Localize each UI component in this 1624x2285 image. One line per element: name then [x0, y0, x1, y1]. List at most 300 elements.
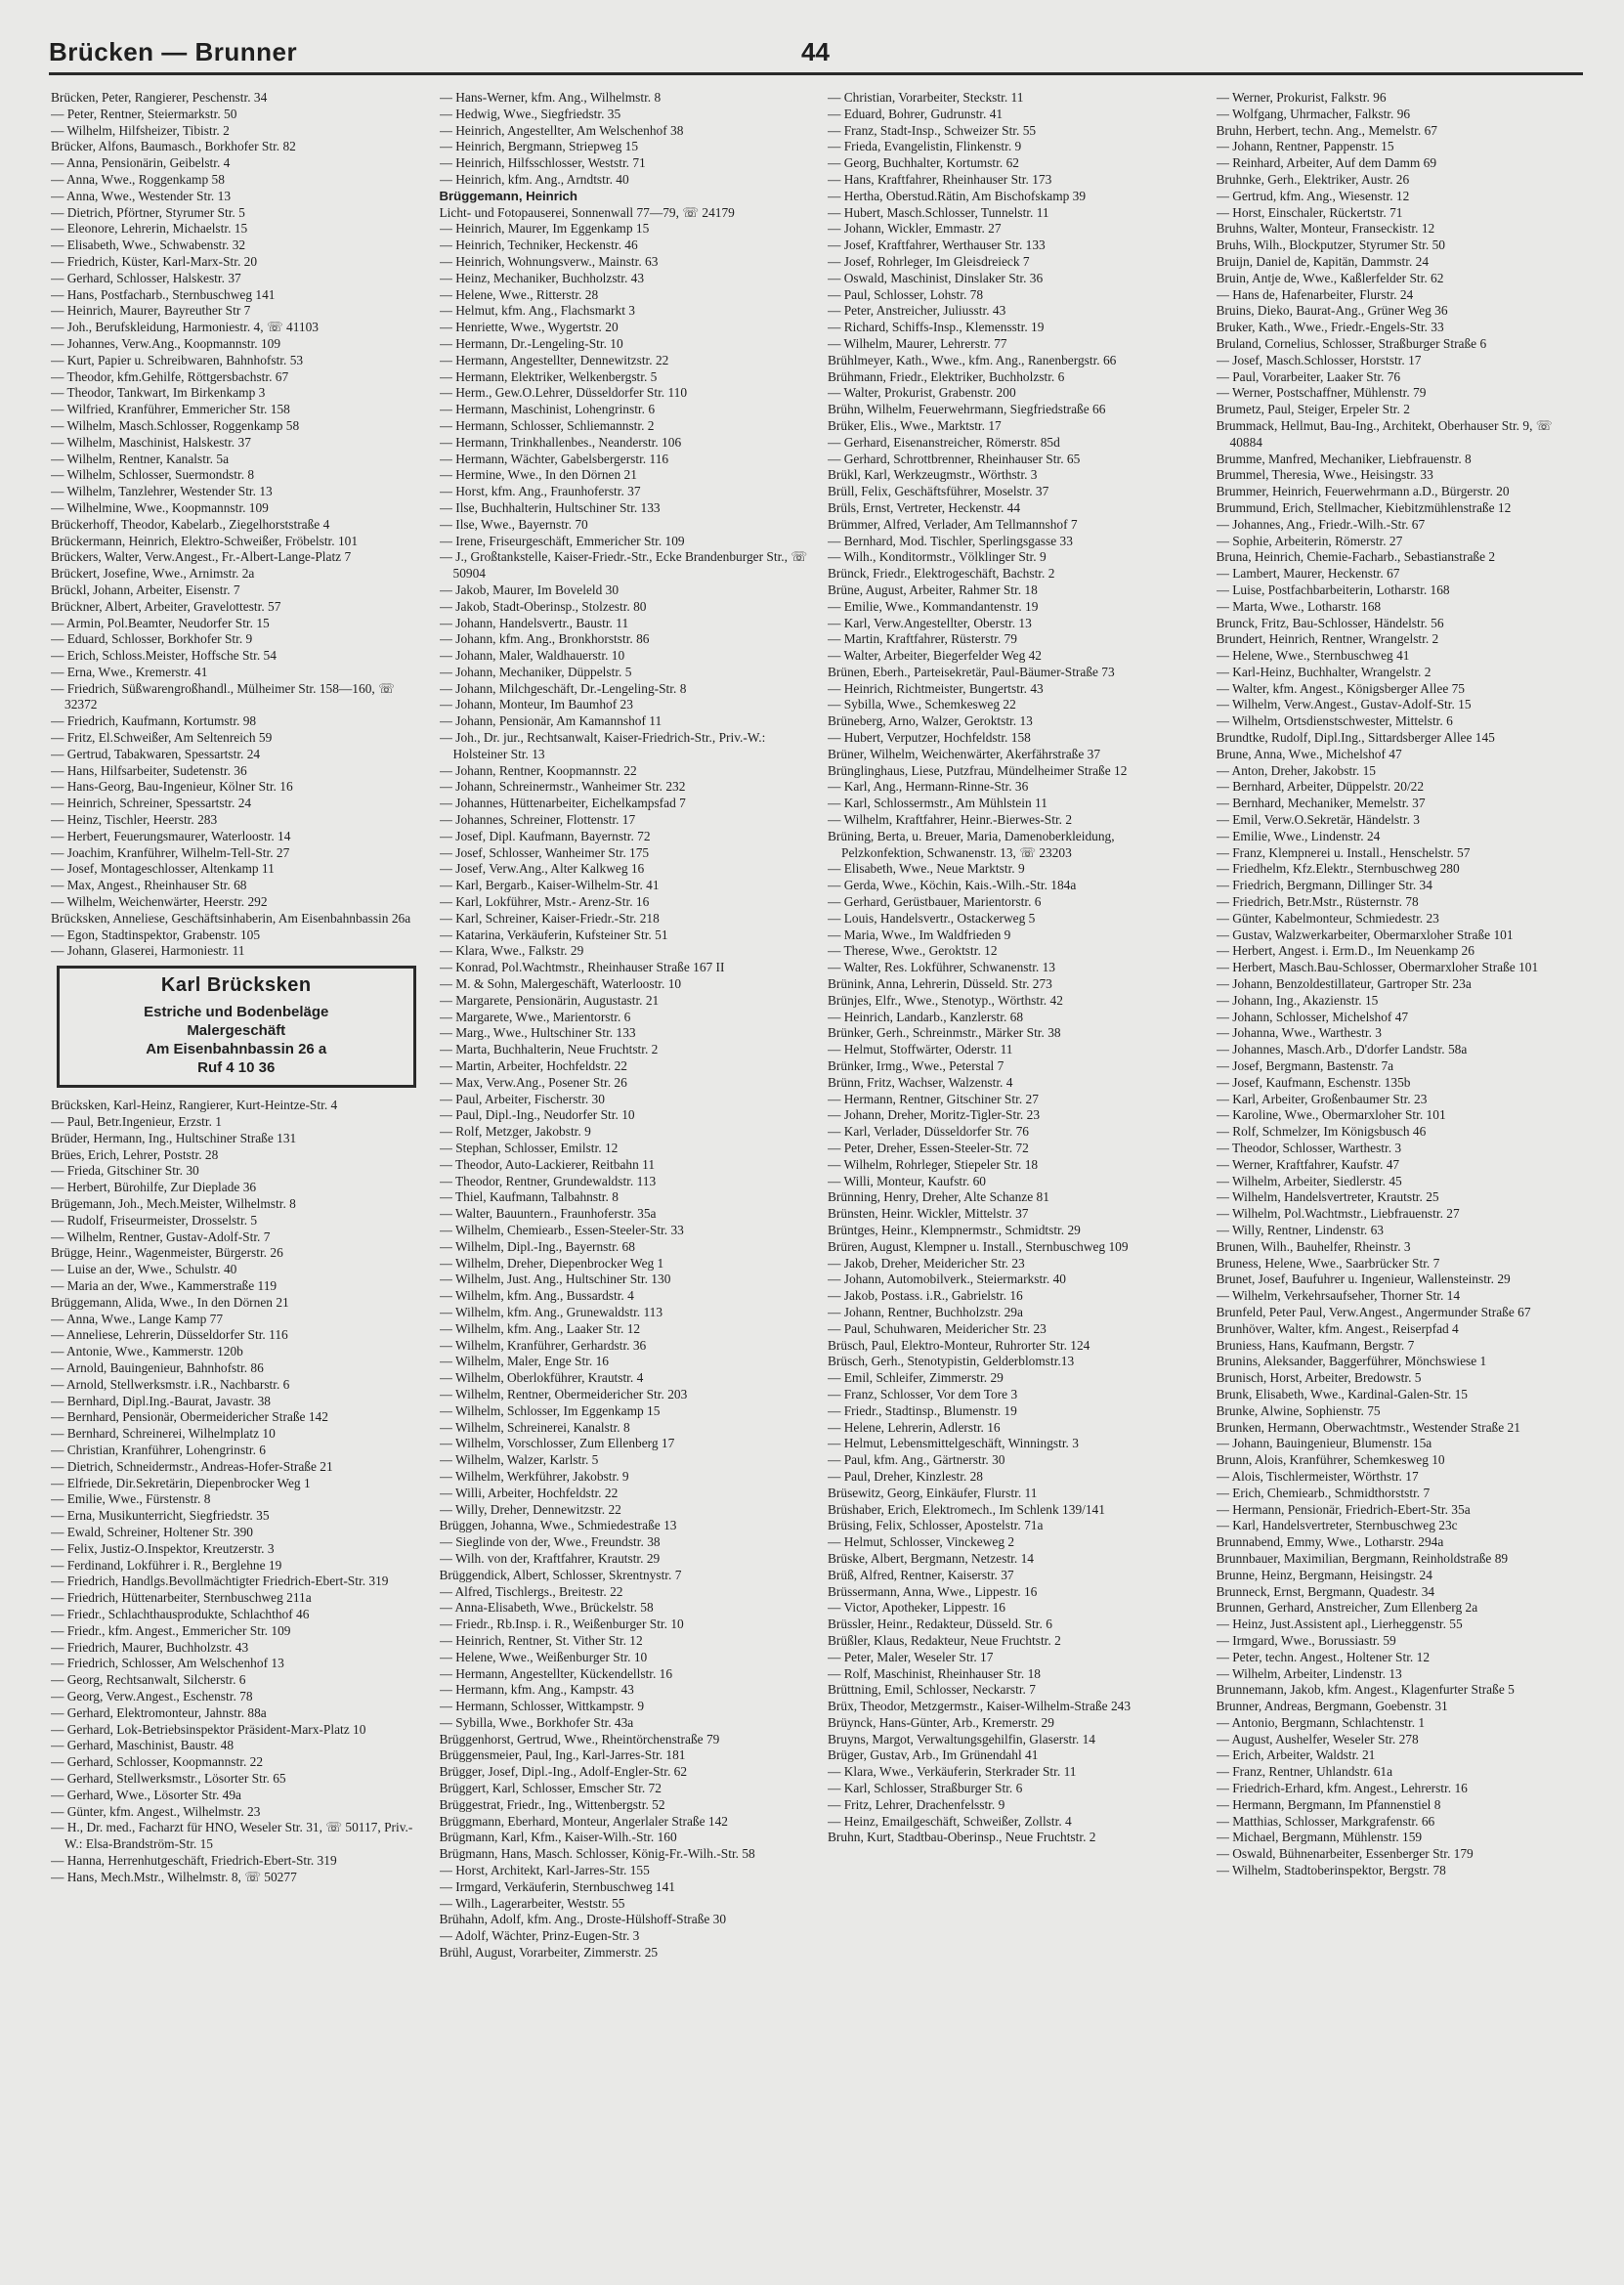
- directory-entry: — Franz, Klempnerei u. Install., Henschelstr. 57: [1216, 844, 1471, 860]
- directory-entry: — Heinz, Just.Assistent apl., Lierheggenstr. 55: [1216, 1617, 1463, 1632]
- directory-entry: — Heinrich, Maurer, Im Eggenkamp 15: [439, 221, 650, 237]
- directory-entry: — Kurt, Papier u. Schreibwaren, Bahnhofstr. 53: [51, 352, 304, 367]
- directory-entry: — Peter, Maler, Weseler Str. 17: [828, 1649, 994, 1664]
- directory-entry: — Gerhard, Gerüstbauer, Marientorstr. 6: [828, 894, 1042, 910]
- directory-columns: [51, 90, 1587, 2269]
- directory-entry: Brünning, Henry, Dreher, Alte Schanze 81: [828, 1189, 1049, 1205]
- directory-entry: Brüren, August, Klempner u. Install., Sternbuschweg 109: [828, 1238, 1129, 1254]
- directory-entry: — Hermann, Angestellter, Kückendellstr. 16: [439, 1665, 673, 1681]
- directory-entry: — Horst, Architekt, Karl-Jarres-Str. 155: [439, 1863, 650, 1878]
- directory-entry: — Wolfgang, Uhrmacher, Falkstr. 96: [1216, 106, 1411, 121]
- directory-entry: Brückers, Walter, Verw.Angest., Fr.-Albert-Lange-Platz 7: [51, 549, 352, 565]
- directory-entry: — Johann, Wickler, Emmastr. 27: [828, 221, 1002, 237]
- directory-entry: — Karl, Arbeiter, Großenbaumer Str. 23: [1216, 1091, 1428, 1106]
- directory-entry: — Johann, Bauingenieur, Blumenstr. 15a: [1216, 1436, 1432, 1451]
- directory-entry: — Johannes, Masch.Arb., D'dorfer Landstr. 58a: [1216, 1042, 1468, 1057]
- directory-entry: — Paul, Schuhwaren, Meidericher Str. 23: [828, 1320, 1047, 1336]
- directory-entry: — Georg, Buchhalter, Kortumstr. 62: [828, 155, 1019, 171]
- directory-entry: — Gerhard, Elektromonteur, Jahnstr. 88a: [51, 1704, 267, 1720]
- ad-line-2: Malergeschäft: [187, 1022, 286, 1040]
- directory-entry: Brünsten, Heinr. Wickler, Mittelstr. 37: [828, 1206, 1029, 1222]
- directory-entry: — Johann, Maler, Waldhauerstr. 10: [439, 648, 625, 664]
- directory-entry: — Bernhard, Pensionär, Obermeidericher Straße 142: [51, 1409, 328, 1425]
- directory-entry: — Heinrich, Maurer, Bayreuther Str 7: [51, 303, 251, 319]
- directory-entry: Brügmann, Karl, Kfm., Kaiser-Wilh.-Str. 160: [439, 1830, 677, 1845]
- directory-entry: — Horst, kfm. Ang., Fraunhoferstr. 37: [439, 484, 641, 499]
- directory-entry: — Friedrich, Hüttenarbeiter, Sternbuschweg 211a: [51, 1590, 312, 1606]
- directory-entry: — Irmgard, Wwe., Borussiastr. 59: [1216, 1632, 1396, 1648]
- directory-entry: — Wilhelm, Arbeiter, Siedlerstr. 45: [1216, 1173, 1402, 1188]
- directory-entry: — Josef, Montageschlosser, Altenkamp 11: [51, 861, 275, 877]
- directory-entry: — Max, Verw.Ang., Posener Str. 26: [439, 1074, 627, 1090]
- directory-entry: Brüssermann, Anna, Wwe., Lippestr. 16: [828, 1583, 1038, 1599]
- directory-entry: Brüssler, Heinr., Redakteur, Düsseld. Str. 6: [828, 1617, 1052, 1632]
- directory-entry: — Ilse, Wwe., Bayernstr. 70: [439, 516, 588, 532]
- directory-entry: — Wilh., Konditormstr., Völklinger Str. 9: [828, 549, 1047, 565]
- directory-entry: — Martin, Kraftfahrer, Rüsterstr. 79: [828, 631, 1017, 647]
- directory-entry: — Friedrich, Kaufmann, Kortumstr. 98: [51, 713, 257, 729]
- directory-entry: Brunk, Elisabeth, Wwe., Kardinal-Galen-Str. 15: [1216, 1386, 1468, 1401]
- directory-entry: — Gerhard, Schlosser, Koopmannstr. 22: [51, 1754, 264, 1770]
- directory-entry: — Karl, Lokführer, Mstr.- Arenz-Str. 16: [439, 894, 650, 910]
- directory-entry: Brunner, Andreas, Bergmann, Goebenstr. 31: [1216, 1699, 1448, 1714]
- directory-entry: — Richard, Schiffs-Insp., Klemensstr. 19: [828, 320, 1045, 335]
- directory-entry: — Willi, Arbeiter, Hochfeldstr. 22: [439, 1485, 619, 1500]
- directory-entry: — Theodor, kfm.Gehilfe, Röttgersbachstr. 67: [51, 368, 289, 384]
- directory-entry: Brümmer, Alfred, Verlader, Am Tellmannshof 7: [828, 516, 1078, 532]
- directory-entry: — Hermann, Wächter, Gabelsbergerstr. 116: [439, 451, 669, 466]
- directory-entry: — Heinrich, Angestellter, Am Welschenhof 38: [439, 122, 684, 138]
- directory-entry: — Hermann, Elektriker, Welkenbergstr. 5: [439, 368, 658, 384]
- directory-entry: Brückermann, Heinrich, Elektro-Schweißer, Fröbelstr. 101: [51, 533, 359, 548]
- directory-entry: — Armin, Pol.Beamter, Neudorfer Str. 15: [51, 615, 270, 630]
- directory-entry: — Werner, Postschaffner, Mühlenstr. 79: [1216, 385, 1427, 401]
- directory-entry: — Karoline, Wwe., Obermarxloher Str. 101: [1216, 1107, 1446, 1123]
- directory-entry: — Jakob, Dreher, Meidericher Str. 23: [828, 1255, 1025, 1271]
- directory-entry: — Wilhelm, Pol.Wachtmstr., Liebfrauenstr. 27: [1216, 1206, 1460, 1222]
- directory-entry: Brückert, Josefine, Wwe., Arnimstr. 2a: [51, 566, 255, 582]
- directory-entry: — Wilhelm, Stadtoberinspektor, Bergstr. 78: [1216, 1863, 1446, 1878]
- directory-entry: — Hedwig, Wwe., Siegfriedstr. 35: [439, 106, 621, 121]
- directory-entry: — Peter, techn. Angest., Holtener Str. 12: [1216, 1649, 1431, 1664]
- directory-entry: Brükl, Karl, Werkzeugmstr., Wörthstr. 3: [828, 467, 1038, 483]
- directory-entry: Brumetz, Paul, Steiger, Erpeler Str. 2: [1216, 402, 1410, 417]
- directory-entry: Brunck, Fritz, Bau-Schlosser, Händelstr. 56: [1216, 615, 1444, 630]
- directory-entry: — Georg, Rechtsanwalt, Silcherstr. 6: [51, 1672, 246, 1688]
- directory-entry: — Henriette, Wwe., Wygertstr. 20: [439, 320, 619, 335]
- directory-entry: Brünen, Eberh., Parteisekretär, Paul-Bäumer-Straße 73: [828, 664, 1115, 679]
- directory-entry: — Josef, Verw.Ang., Alter Kalkweg 16: [439, 861, 645, 877]
- directory-entry: — Friedr., Schlachthausprodukte, Schlachthof 46: [51, 1606, 310, 1621]
- directory-entry: — Hermann, Bergmann, Im Pfannenstiel 8: [1216, 1796, 1441, 1812]
- directory-entry: — Heinrich, Schreiner, Spessartstr. 24: [51, 796, 252, 811]
- directory-entry: — Victor, Apotheker, Lippestr. 16: [828, 1600, 1005, 1616]
- directory-entry: — Bernhard, Mod. Tischler, Sperlingsgasse 33: [828, 533, 1073, 548]
- directory-entry: — Joh., Dr. jur., Rechtsanwalt, Kaiser-Friedrich-Str., Priv.-W.: Holsteiner Str. 13: [439, 730, 766, 761]
- directory-entry: — Friedrich, Bergmann, Dillinger Str. 34: [1216, 878, 1432, 893]
- directory-entry: — Gerhard, Schrottbrenner, Rheinhauser Str. 65: [828, 451, 1081, 466]
- directory-entry: — Wilhelm, Dipl.-Ing., Bayernstr. 68: [439, 1238, 635, 1254]
- directory-entry: — Günter, kfm. Angest., Wilhelmstr. 23: [51, 1803, 261, 1819]
- directory-entry: — Wilh. von der, Kraftfahrer, Krautstr. 29: [439, 1550, 661, 1566]
- directory-entry: Brundert, Heinrich, Rentner, Wrangelstr. 2: [1216, 631, 1439, 647]
- directory-entry: — Helene, Wwe., Sternbuschweg 41: [1216, 648, 1410, 664]
- directory-entry: — Eduard, Bohrer, Gudrunstr. 41: [828, 106, 1004, 121]
- directory-entry: — Johann, Mechaniker, Düppelstr. 5: [439, 664, 632, 679]
- directory-entry: — Heinrich, Bergmann, Striepweg 15: [439, 139, 639, 154]
- directory-entry: Brünn, Fritz, Wachser, Walzenstr. 4: [828, 1074, 1013, 1090]
- directory-entry: — Hanna, Herrenhutgeschäft, Friedrich-Ebert-Str. 319: [51, 1852, 337, 1868]
- directory-entry: — Oswald, Maschinist, Dinslaker Str. 36: [828, 270, 1044, 285]
- directory-entry: — Margarete, Wwe., Marientorstr. 6: [439, 1009, 631, 1024]
- directory-entry: — Fritz, El.Schweißer, Am Seltenreich 59: [51, 730, 273, 746]
- directory-entry: Brünink, Anna, Lehrerin, Düsseld. Str. 273: [828, 976, 1052, 992]
- directory-entry: — Heinrich, Hilfsschlosser, Weststr. 71: [439, 155, 646, 171]
- directory-entry: Brüx, Theodor, Metzgermstr., Kaiser-Wilhelm-Straße 243: [828, 1699, 1132, 1714]
- directory-entry: Brüggert, Karl, Schlosser, Emscher Str. 72: [439, 1781, 662, 1796]
- directory-entry: — Franz, Schlosser, Vor dem Tore 3: [828, 1386, 1018, 1401]
- directory-entry: — Hermann, Angestellter, Dennewitzstr. 22: [439, 352, 669, 367]
- column-1: [51, 90, 422, 2269]
- directory-entry: — Wilhelm, kfm. Ang., Bussardstr. 4: [439, 1288, 634, 1304]
- directory-entry: — Helene, Wwe., Weißenburger Str. 10: [439, 1649, 648, 1664]
- column-4-entries: [1217, 90, 1588, 1879]
- directory-entry: — Willy, Dreher, Dennewitzstr. 22: [439, 1501, 621, 1517]
- directory-entry: — Josef, Kraftfahrer, Werthauser Str. 133: [828, 237, 1046, 253]
- directory-entry: — Egon, Stadtinspektor, Grabenstr. 105: [51, 927, 261, 942]
- directory-entry: — Erna, Musikunterricht, Siegfriedstr. 35: [51, 1508, 270, 1524]
- directory-entry: Brüll, Felix, Geschäftsführer, Moselstr. 37: [828, 484, 1049, 499]
- directory-entry: — Bernhard, Arbeiter, Düppelstr. 20/22: [1216, 779, 1425, 795]
- directory-entry: — Maria an der, Wwe., Kammerstraße 119: [51, 1278, 278, 1293]
- directory-entry: — Hans, Kraftfahrer, Rheinhauser Str. 173: [828, 171, 1052, 187]
- directory-entry: Bruyns, Margot, Verwaltungsgehilfin, Glaserstr. 14: [828, 1731, 1095, 1746]
- directory-entry: — Arnold, Bauingenieur, Bahnhofstr. 86: [51, 1359, 264, 1375]
- directory-entry: — Friedr., kfm. Angest., Emmericher Str. 109: [51, 1622, 291, 1638]
- directory-entry: — Wilhelm, Tanzlehrer, Westender Str. 13: [51, 484, 273, 499]
- directory-entry: — Johann, Ing., Akazienstr. 15: [1216, 992, 1379, 1008]
- directory-entry: Brügmann, Hans, Masch. Schlosser, König-Fr.-Wilh.-Str. 58: [439, 1846, 755, 1862]
- directory-entry: Brückerhoff, Theodor, Kabelarb., Ziegelhorststraße 4: [51, 516, 330, 532]
- directory-entry: — Hans de, Hafenarbeiter, Flurstr. 24: [1216, 286, 1414, 302]
- ad-company-name: Karl Brücksken: [160, 974, 312, 997]
- directory-entry: — Werner, Kraftfahrer, Kaufstr. 47: [1216, 1156, 1400, 1172]
- directory-entry: — Paul, Dreher, Kinzlestr. 28: [828, 1468, 983, 1484]
- directory-entry: — Wilh., Lagerarbeiter, Weststr. 55: [439, 1895, 625, 1911]
- directory-entry: — Oswald, Bühnenarbeiter, Essenberger Str. 179: [1216, 1846, 1474, 1862]
- directory-entry: — H., Dr. med., Facharzt für HNO, Weseler Str. 31, ☏ 50117, Priv.-W.: Elsa-Brandström-Str. 15: [51, 1820, 413, 1852]
- directory-entry: Bruniess, Hans, Kaufmann, Bergstr. 7: [1216, 1337, 1415, 1353]
- directory-entry: — Anton, Dreher, Jakobstr. 15: [1216, 762, 1376, 778]
- directory-entry: — Heinrich, Wohnungsverw., Mainstr. 63: [439, 253, 659, 269]
- directory-entry: — Paul, Schlosser, Lohstr. 78: [828, 286, 984, 302]
- directory-entry: — Gerhard, Eisenanstreicher, Römerstr. 85d: [828, 434, 1060, 450]
- directory-entry: — Reinhard, Arbeiter, Auf dem Damm 69: [1216, 155, 1437, 171]
- directory-entry: — Hermann, Dr.-Lengeling-Str. 10: [439, 335, 623, 351]
- directory-entry: — Hans-Georg, Bau-Ingenieur, Kölner Str. 16: [51, 779, 293, 795]
- directory-entry: Brunneck, Ernst, Bergmann, Quadestr. 34: [1216, 1583, 1435, 1599]
- directory-entry: Brüner, Wilhelm, Weichenwärter, Akerfährstraße 37: [828, 746, 1101, 761]
- directory-entry: — Max, Angest., Rheinhauser Str. 68: [51, 878, 247, 893]
- directory-entry: Brunn, Alois, Kranführer, Schemkesweg 10: [1216, 1452, 1445, 1468]
- directory-entry: Brüneberg, Arno, Walzer, Geroktstr. 13: [828, 713, 1033, 729]
- directory-entry: — Sieglinde von der, Wwe., Freundstr. 38: [439, 1534, 661, 1550]
- directory-entry: Brummel, Theresia, Wwe., Heisingstr. 33: [1216, 467, 1433, 483]
- directory-entry: Bruness, Helene, Wwe., Saarbrücker Str. 7: [1216, 1255, 1440, 1271]
- directory-entry: — Gerhard, Schlosser, Halskestr. 37: [51, 270, 241, 285]
- directory-entry: Brüß, Alfred, Rentner, Kaiserstr. 37: [828, 1567, 1014, 1582]
- directory-entry: Brummund, Erich, Stellmacher, Kiebitzmühlenstraße 12: [1216, 499, 1512, 515]
- directory-entry: — Paul, Betr.Ingenieur, Erzstr. 1: [51, 1114, 222, 1130]
- directory-entry: — Wilhelm, Vorschlosser, Zum Ellenberg 17: [439, 1436, 675, 1451]
- directory-entry: — Thiel, Kaufmann, Talbahnstr. 8: [439, 1189, 619, 1205]
- directory-entry: — Wilhelm, Maurer, Lehrerstr. 77: [828, 335, 1007, 351]
- directory-entry: Brühmann, Friedr., Elektriker, Buchholzstr. 6: [828, 368, 1065, 384]
- directory-entry: — Hans, Mech.Mstr., Wilhelmstr. 8, ☏ 50277: [51, 1869, 297, 1884]
- directory-entry: — Heinrich, kfm. Ang., Arndtstr. 40: [439, 171, 629, 187]
- directory-entry: Brunfeld, Peter Paul, Verw.Angest., Angermunder Straße 67: [1216, 1304, 1531, 1319]
- directory-entry: — Johannes, Ang., Friedr.-Wilh.-Str. 67: [1216, 516, 1426, 532]
- directory-entry: Brüttning, Emil, Schlosser, Neckarstr. 7: [828, 1682, 1036, 1698]
- directory-entry: — Josef, Masch.Schlosser, Horststr. 17: [1216, 352, 1422, 367]
- directory-entry: Brüynck, Hans-Günter, Arb., Kremerstr. 29: [828, 1714, 1054, 1730]
- directory-entry: — Dietrich, Pförtner, Styrumer Str. 5: [51, 204, 245, 220]
- directory-entry: — Wilhelm, Weichenwärter, Heerstr. 292: [51, 894, 268, 910]
- directory-entry: Brüsewitz, Georg, Einkäufer, Flurstr. 11: [828, 1485, 1038, 1500]
- directory-entry: — Walter, Res. Lokführer, Schwanenstr. 13: [828, 960, 1056, 975]
- directory-entry: — Irene, Friseurgeschäft, Emmericher Str. 109: [439, 533, 685, 548]
- directory-entry: — Gerhard, Wwe., Lösorter Str. 49a: [51, 1787, 241, 1802]
- directory-entry: — Horst, Einschaler, Rückertstr. 71: [1216, 204, 1403, 220]
- directory-entry: — Johann, Monteur, Im Baumhof 23: [439, 697, 633, 712]
- directory-entry: — M. & Sohn, Malergeschäft, Waterloostr. 10: [439, 976, 682, 992]
- directory-entry: — Klara, Wwe., Verkäuferin, Sterkrader Str. 11: [828, 1764, 1077, 1780]
- directory-entry: Brundtke, Rudolf, Dipl.Ing., Sittardsberger Allee 145: [1216, 730, 1495, 746]
- directory-entry: — Rolf, Schmelzer, Im Königsbusch 46: [1216, 1124, 1427, 1140]
- directory-entry: Brune, Anna, Wwe., Michelshof 47: [1216, 746, 1402, 761]
- directory-entry: — Theodor, Auto-Lackierer, Reitbahn 11: [439, 1156, 656, 1172]
- directory-entry: — Paul, Vorarbeiter, Laaker Str. 76: [1216, 368, 1401, 384]
- directory-entry: Bruhn, Herbert, techn. Ang., Memelstr. 67: [1216, 122, 1437, 138]
- directory-entry: Brüder, Hermann, Ing., Hultschiner Straße 131: [51, 1130, 297, 1145]
- directory-entry: — Wilhelm, Maschinist, Halskestr. 37: [51, 434, 251, 450]
- directory-entry: — Herbert, Feuerungsmaurer, Waterloostr. 14: [51, 828, 291, 843]
- directory-entry: — Therese, Wwe., Geroktstr. 12: [828, 943, 998, 959]
- directory-entry: — Wilhelm, Maler, Enge Str. 16: [439, 1354, 609, 1369]
- directory-entry: Bruker, Kath., Wwe., Friedr.-Engels-Str. 33: [1216, 320, 1444, 335]
- directory-entry: Brüntges, Heinr., Klempnermstr., Schmidtstr. 29: [828, 1222, 1081, 1237]
- directory-entry: — Gerda, Wwe., Köchin, Kais.-Wilh.-Str. 184a: [828, 878, 1077, 893]
- directory-entry: — Karl, Ang., Hermann-Rinne-Str. 36: [828, 779, 1029, 795]
- directory-entry: — Konrad, Pol.Wachtmstr., Rheinhauser Straße 167 II: [439, 960, 725, 975]
- directory-entry: Brüker, Elis., Wwe., Marktstr. 17: [828, 417, 1002, 433]
- directory-entry: — Franz, Stadt-Insp., Schweizer Str. 55: [828, 122, 1037, 138]
- directory-entry: — Walter, Prokurist, Grabenstr. 200: [828, 385, 1016, 401]
- directory-entry: Brüggemann, Alida, Wwe., In den Dörnen 21: [51, 1294, 289, 1310]
- ad-line-4: Ruf 4 10 36: [197, 1059, 276, 1077]
- directory-entry: — Paul, kfm. Ang., Gärtnerstr. 30: [828, 1452, 1005, 1468]
- directory-entry: — Helene, Wwe., Ritterstr. 28: [439, 286, 599, 302]
- directory-entry: — Wilhelm, Schlosser, Suermondstr. 8: [51, 467, 255, 483]
- directory-entry: Brües, Erich, Lehrer, Poststr. 28: [51, 1146, 219, 1162]
- directory-entry: — Johann, Schreinermstr., Wanheimer Str. 232: [439, 779, 686, 795]
- directory-entry: — Johann, Automobilverk., Steiermarkstr. 40: [828, 1272, 1066, 1287]
- directory-entry: Brunet, Josef, Baufuhrer u. Ingenieur, Wallensteinstr. 29: [1216, 1272, 1511, 1287]
- directory-entry: — Wilhelm, Verkehrsaufseher, Thorner Str. 14: [1216, 1288, 1461, 1304]
- directory-entry: Bruin, Antje de, Wwe., Kaßlerfelder Str. 62: [1216, 270, 1444, 285]
- directory-entry: — Gerhard, Lok-Betriebsinspektor Präsident-Marx-Platz 10: [51, 1721, 366, 1737]
- directory-entry: — Elisabeth, Wwe., Schwabenstr. 32: [51, 237, 246, 253]
- directory-entry: Brunke, Alwine, Sophienstr. 75: [1216, 1402, 1381, 1418]
- directory-entry: — Hubert, Masch.Schlosser, Tunnelstr. 11: [828, 204, 1049, 220]
- directory-entry: — Johann, Dreher, Moritz-Tigler-Str. 23: [828, 1107, 1041, 1123]
- directory-entry: Brühlmeyer, Kath., Wwe., kfm. Ang., Ranenbergstr. 66: [828, 352, 1117, 367]
- directory-entry: — Antonio, Bergmann, Schlachtenstr. 1: [1216, 1714, 1426, 1730]
- directory-entry: — Hubert, Verputzer, Hochfeldstr. 158: [828, 730, 1031, 746]
- directory-entry: — Wilhelm, Verw.Angest., Gustav-Adolf-Str. 15: [1216, 697, 1472, 712]
- directory-entry: — Helmut, kfm. Ang., Flachsmarkt 3: [439, 303, 635, 319]
- directory-entry: — Margarete, Pensionärin, Augustastr. 21: [439, 992, 660, 1008]
- directory-entry: — Peter, Anstreicher, Juliusstr. 43: [828, 303, 1006, 319]
- directory-entry: — Joachim, Kranführer, Wilhelm-Tell-Str. 27: [51, 844, 290, 860]
- directory-entry: — Anna, Wwe., Roggenkamp 58: [51, 171, 225, 187]
- directory-entry: — Josef, Bergmann, Bastenstr. 7a: [1216, 1058, 1394, 1074]
- directory-entry: Brüggensmeier, Paul, Ing., Karl-Jarres-Str. 181: [439, 1747, 686, 1763]
- directory-entry: — Sybilla, Wwe., Borkhofer Str. 43a: [439, 1714, 634, 1730]
- directory-entry: — Peter, Dreher, Essen-Steeler-Str. 72: [828, 1141, 1029, 1155]
- advertisement-box: [57, 966, 416, 1088]
- directory-entry: Brüshaber, Erich, Elektromech., Im Schlenk 139/141: [828, 1501, 1105, 1517]
- page-number: 44: [801, 37, 830, 66]
- directory-entry: — Wilhelm, Dreher, Diepenbrocker Weg 1: [439, 1255, 664, 1271]
- directory-entry: — Hans, Hilfsarbeiter, Sudetenstr. 36: [51, 762, 247, 778]
- running-head: Brücken — Brunner: [49, 37, 298, 66]
- directory-entry: — Hermine, Wwe., In den Dörnen 21: [439, 467, 637, 483]
- directory-entry: — Heinrich, Rentner, St. Vither Str. 12: [439, 1632, 643, 1648]
- directory-entry: — Johann, Handelsvertr., Baustr. 11: [439, 615, 629, 630]
- directory-entry: — Friedrich, Schlosser, Am Welschenhof 13: [51, 1656, 284, 1671]
- directory-entry: Bruhns, Walter, Monteur, Franseckistr. 12: [1216, 221, 1435, 237]
- directory-entry: — Alois, Tischlermeister, Wörthstr. 17: [1216, 1468, 1419, 1484]
- directory-entry: Brücker, Alfons, Baumasch., Borkhofer Str. 82: [51, 139, 296, 154]
- directory-entry: — Wilhelm, Masch.Schlosser, Roggenkamp 58: [51, 417, 300, 433]
- column-1-entries-a: [51, 90, 422, 960]
- directory-entry: — Erich, Schloss.Meister, Hoffsche Str. 54: [51, 648, 277, 664]
- directory-entry: — Paul, Dipl.-Ing., Neudorfer Str. 10: [439, 1107, 635, 1123]
- directory-entry: — Johann, Schlosser, Michelshof 47: [1216, 1009, 1409, 1024]
- directory-entry: — Josef, Kaufmann, Eschenstr. 135b: [1216, 1074, 1411, 1090]
- directory-entry: — Friedrich, Maurer, Buchholzstr. 43: [51, 1639, 249, 1655]
- directory-entry: — Martin, Arbeiter, Hochfeldstr. 22: [439, 1058, 627, 1074]
- directory-entry: — Anna-Elisabeth, Wwe., Brückelstr. 58: [439, 1600, 654, 1616]
- directory-entry: — Marta, Buchhalterin, Neue Fruchtstr. 2: [439, 1042, 659, 1057]
- directory-entry: Brumme, Manfred, Mechaniker, Liebfrauenstr. 8: [1216, 451, 1472, 466]
- directory-entry: — Ferdinand, Lokführer i. R., Berglehne 19: [51, 1557, 282, 1573]
- directory-entry: Brückl, Johann, Arbeiter, Eisenstr. 7: [51, 582, 240, 597]
- directory-entry: — Friedrich, Handlgs.Bevollmächtigter Friedrich-Ebert-Str. 319: [51, 1574, 389, 1589]
- directory-entry: — Hans-Werner, kfm. Ang., Wilhelmstr. 8: [439, 90, 662, 105]
- directory-entry: — Wilhelm, Oberlokführer, Krautstr. 4: [439, 1370, 644, 1386]
- column-2-entries: [440, 90, 811, 1962]
- directory-entry: — Anna, Pensionärin, Geibelstr. 4: [51, 155, 231, 171]
- directory-entry: Brügemann, Joh., Mech.Meister, Wilhelmstr. 8: [51, 1196, 296, 1212]
- directory-entry: Brücken, Peter, Rangierer, Peschenstr. 34: [51, 90, 268, 105]
- column-4: [1217, 90, 1588, 2269]
- directory-entry: Bruland, Cornelius, Schlosser, Straßburger Straße 6: [1216, 335, 1487, 351]
- directory-entry: — Johann, Benzoldestillateur, Gartroper Str. 23a: [1216, 976, 1472, 992]
- directory-entry: — Friedr., Rb.Insp. i. R., Weißenburger Str. 10: [439, 1617, 684, 1632]
- directory-entry: Brückner, Albert, Arbeiter, Gravelottestr. 57: [51, 598, 281, 614]
- directory-entry: — Hermann, Maschinist, Lohengrinstr. 6: [439, 402, 656, 417]
- directory-entry: — Karl, Schreiner, Kaiser-Friedr.-Str. 218: [439, 910, 660, 926]
- directory-entry: — Stephan, Schlosser, Emilstr. 12: [439, 1141, 619, 1155]
- directory-entry: Brüske, Albert, Bergmann, Netzestr. 14: [828, 1550, 1034, 1566]
- directory-entry: — Anna, Wwe., Lange Kamp 77: [51, 1311, 224, 1326]
- directory-entry: — Wilhelm, Arbeiter, Lindenstr. 13: [1216, 1665, 1402, 1681]
- directory-entry: — Wilhelm, Werkführer, Jakobstr. 9: [439, 1468, 629, 1484]
- directory-entry: Brunne, Heinz, Bergmann, Heisingstr. 24: [1216, 1567, 1432, 1582]
- directory-entry: — Jakob, Stadt-Oberinsp., Stolzestr. 80: [439, 598, 647, 614]
- directory-entry: — Karl, Schlosser, Straßburger Str. 6: [828, 1781, 1023, 1796]
- directory-entry: — Karl, Verw.Angestellter, Oberstr. 13: [828, 615, 1032, 630]
- directory-entry: — Matthias, Schlosser, Markgrafenstr. 66: [1216, 1813, 1435, 1829]
- directory-entry: — Bernhard, Mechaniker, Memelstr. 37: [1216, 796, 1426, 811]
- directory-entry: — Karl-Heinz, Buchhalter, Wrangelstr. 2: [1216, 664, 1432, 679]
- column-2: [440, 90, 811, 2269]
- directory-entry: — Wilhelm, Rohrleger, Stiepeler Str. 18: [828, 1156, 1039, 1172]
- directory-entry: — Gustav, Walzwerkarbeiter, Obermarxloher Straße 101: [1216, 927, 1514, 942]
- directory-entry: Brüggestrat, Friedr., Ing., Wittenbergstr. 52: [439, 1796, 665, 1812]
- directory-entry: — Josef, Schlosser, Wanheimer Str. 175: [439, 844, 650, 860]
- directory-entry: Brunisch, Horst, Arbeiter, Bredowstr. 5: [1216, 1370, 1422, 1386]
- directory-entry: — Heinz, Tischler, Heerstr. 283: [51, 812, 218, 828]
- directory-entry: — August, Aushelfer, Weseler Str. 278: [1216, 1731, 1419, 1746]
- directory-entry: — Hermann, Trinkhallenbes., Neanderstr. 106: [439, 434, 682, 450]
- directory-entry: — Wilhelm, Kranführer, Gerhardstr. 36: [439, 1337, 647, 1353]
- column-1-entries-b: [51, 1098, 422, 1885]
- directory-entry: — Emil, Schleifer, Zimmerstr. 29: [828, 1370, 1004, 1386]
- directory-entry: — Heinrich, Techniker, Heckenstr. 46: [439, 237, 638, 253]
- directory-entry: Brunnabend, Emmy, Wwe., Lotharstr. 294a: [1216, 1534, 1444, 1550]
- directory-entry: Brüggendick, Albert, Schlosser, Skrentnystr. 7: [439, 1567, 682, 1582]
- directory-entry: — Theodor, Rentner, Grundewaldstr. 113: [439, 1173, 657, 1188]
- directory-entry: — Heinrich, Landarb., Kanzlerstr. 68: [828, 1009, 1024, 1024]
- directory-entry: Licht- und Fotopauserei, Sonnenwall 77—79, ☏ 24179: [439, 204, 735, 220]
- directory-entry: Brummer, Heinrich, Feuerwehrmann a.D., Bürgerstr. 20: [1216, 484, 1510, 499]
- directory-entry: — Katarina, Verkäuferin, Kufsteiner Str. 51: [439, 927, 668, 942]
- directory-entry: — Franz, Rentner, Uhlandstr. 61a: [1216, 1764, 1393, 1780]
- directory-entry: Brummack, Hellmut, Bau-Ing., Architekt, Oberhauser Str. 9, ☏ 40884: [1216, 417, 1553, 450]
- directory-entry: — Karl, Handelsvertreter, Sternbuschweg 23c: [1216, 1518, 1458, 1533]
- directory-entry: Brunins, Aleksander, Baggerführer, Mönchswiese 1: [1216, 1354, 1487, 1369]
- directory-entry: — Jakob, Postass. i.R., Gabrielstr. 16: [828, 1288, 1023, 1304]
- directory-entry: — Helene, Lehrerin, Adlerstr. 16: [828, 1419, 1001, 1435]
- directory-entry: — Bernhard, Dipl.Ing.-Baurat, Javastr. 38: [51, 1393, 271, 1408]
- directory-entry: — Lambert, Maurer, Heckenstr. 67: [1216, 566, 1400, 582]
- directory-entry: — Irmgard, Verkäuferin, Sternbuschweg 141: [439, 1878, 675, 1894]
- directory-entry: — Josef, Dipl. Kaufmann, Bayernstr. 72: [439, 828, 651, 843]
- directory-entry: — Maria, Wwe., Im Waldfrieden 9: [828, 927, 1011, 942]
- directory-entry: — Wilhelm, Chemiearb., Essen-Steeler-Str. 33: [439, 1222, 684, 1237]
- directory-entry: — Karl, Verlader, Düsseldorfer Str. 76: [828, 1124, 1029, 1140]
- directory-entry: Brühl, August, Vorarbeiter, Zimmerstr. 25: [439, 1945, 659, 1961]
- directory-entry: Brüggemann, Heinrich: [439, 188, 577, 203]
- directory-entry: — Elfriede, Dir.Sekretärin, Diepenbrocker Weg 1: [51, 1475, 311, 1490]
- directory-entry: — Gertrud, kfm. Ang., Wiesenstr. 12: [1216, 188, 1410, 203]
- directory-entry: Brühn, Wilhelm, Feuerwehrmann, Siegfriedstraße 66: [828, 402, 1106, 417]
- directory-entry: — Antonie, Wwe., Kammerstr. 120b: [51, 1344, 243, 1359]
- directory-entry: — Wilhelm, Schreinerei, Kanalstr. 8: [439, 1419, 630, 1435]
